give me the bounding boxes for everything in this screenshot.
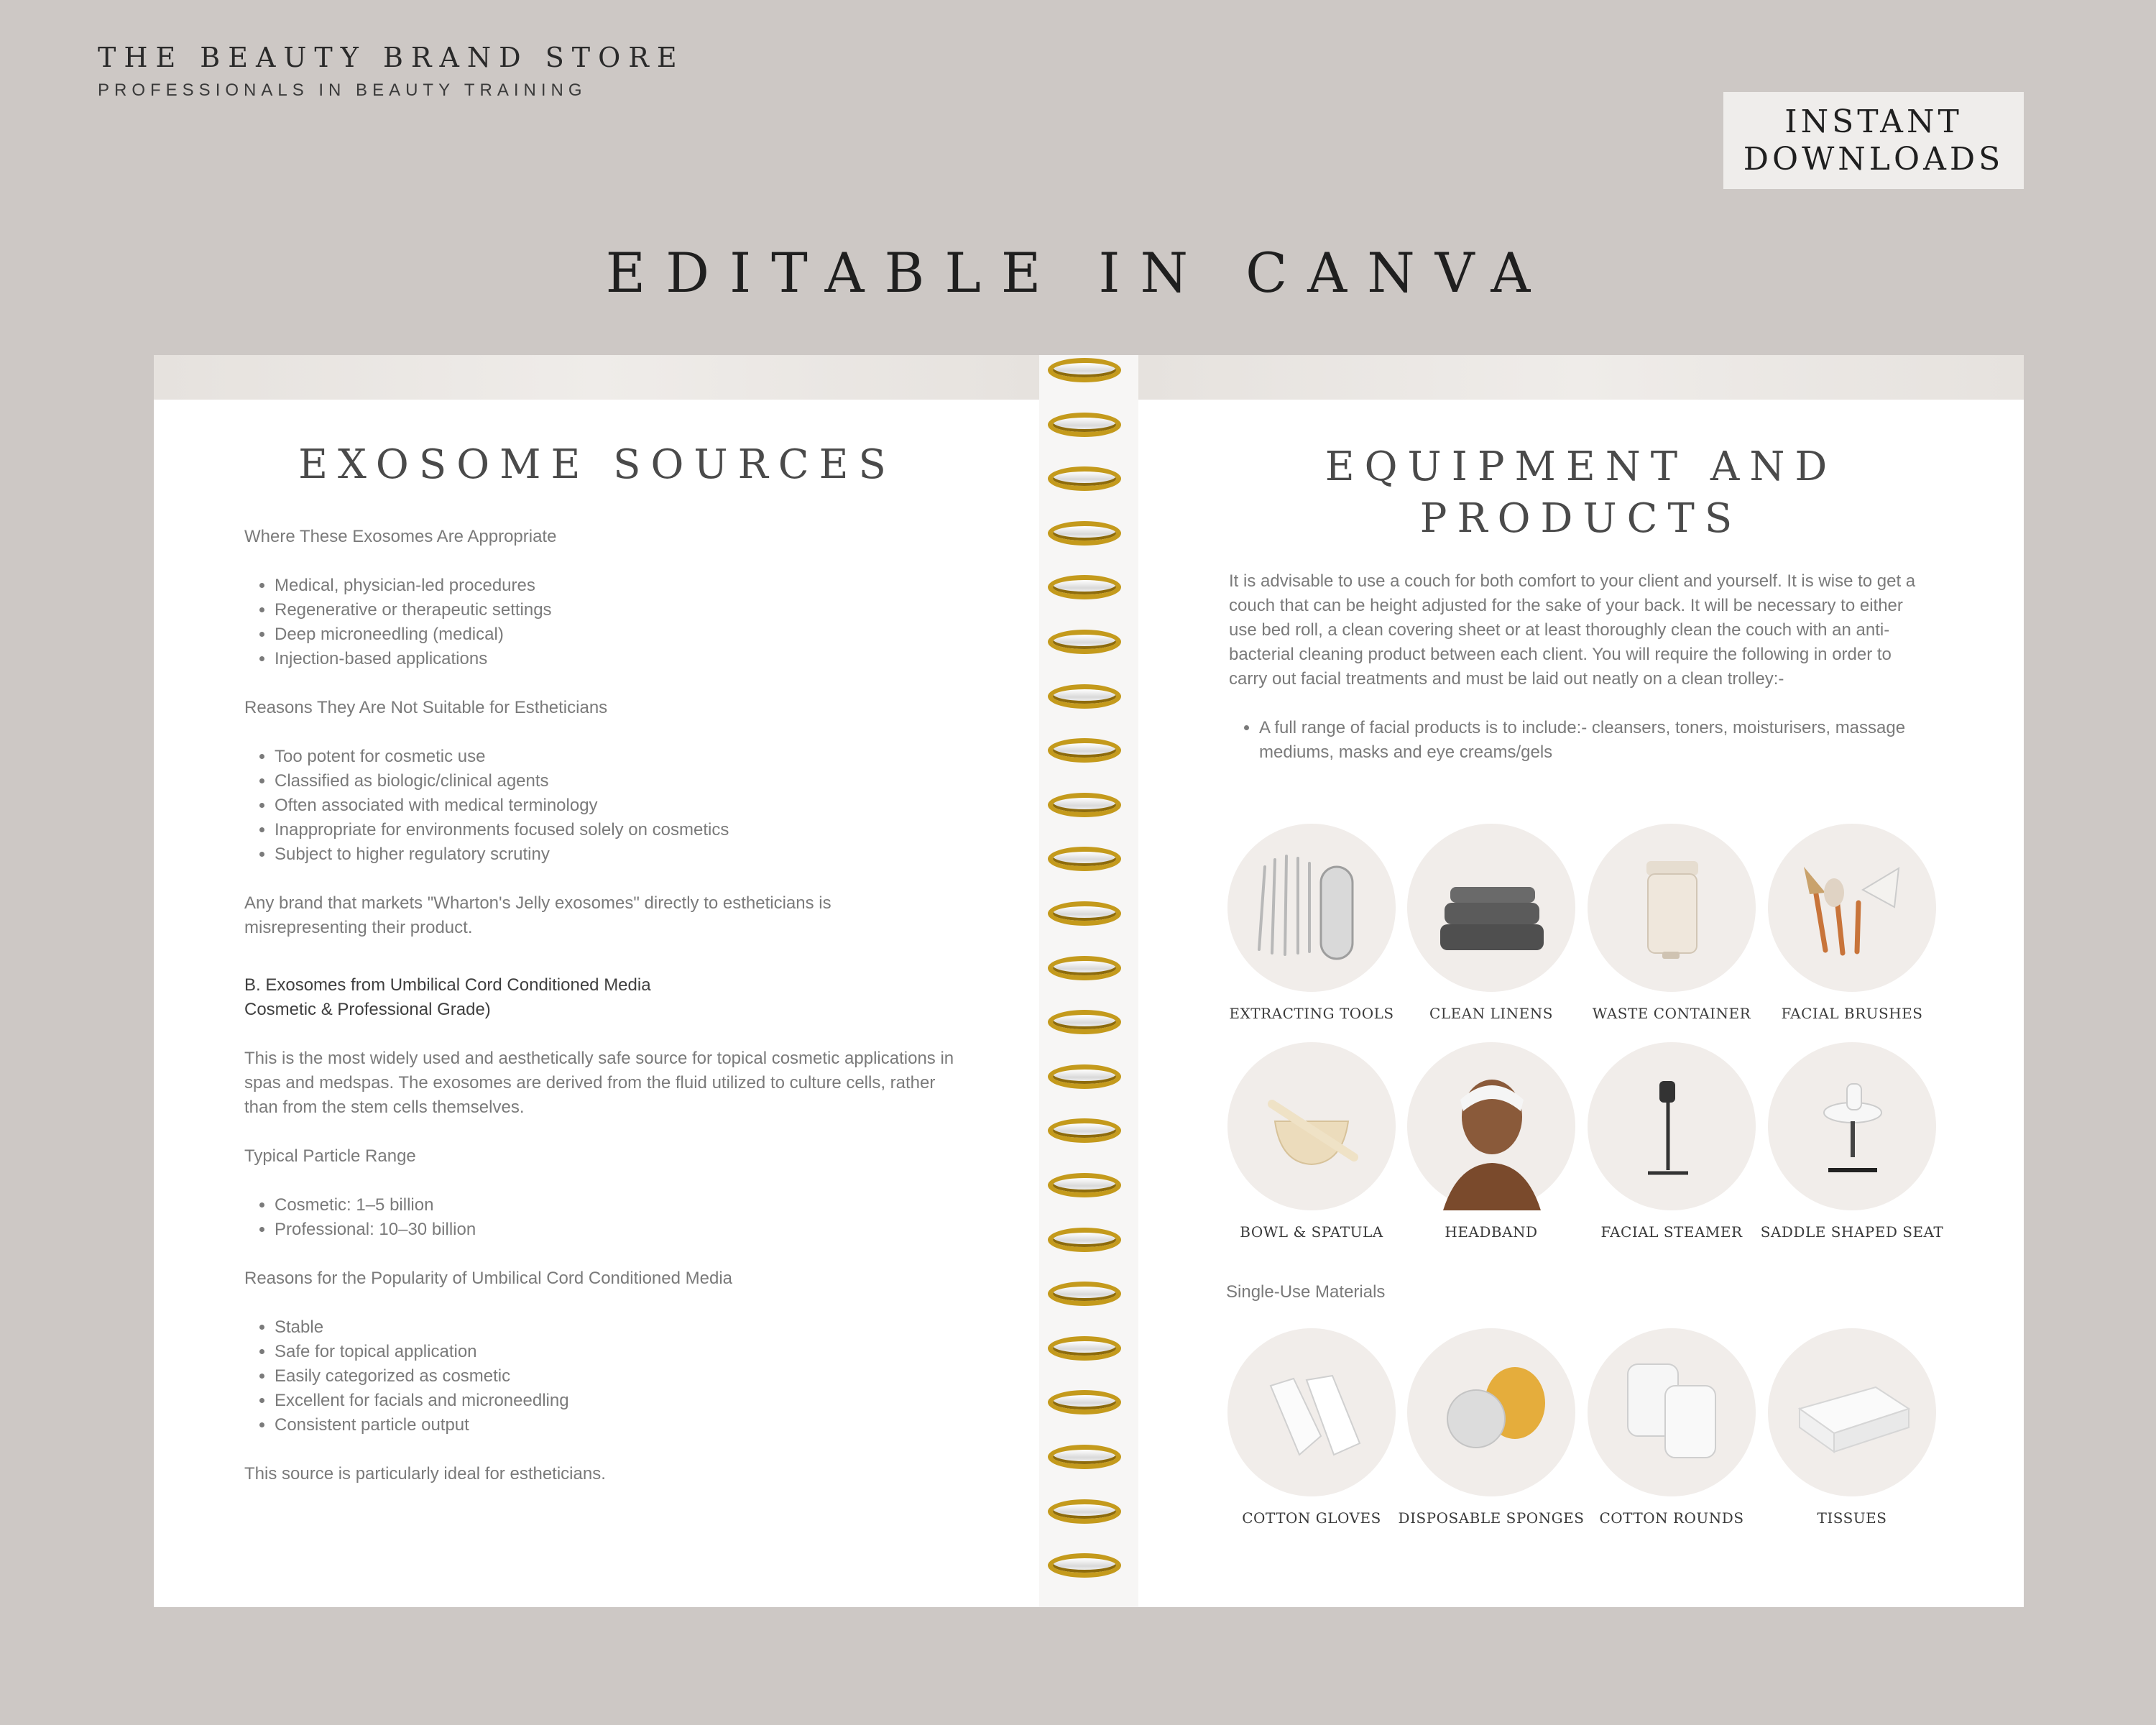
section-b-text: This is the most widely used and aesthetically safe source for topical cosmetic applications in spas and medspas. The exosomes are derived from the fluid utilized to culture cells, rather than from the stem cells themselves. [244,1049,954,1117]
brushes-icon [1768,824,1936,992]
list-item: • Injection-based applications [275,647,963,671]
closing-text: This source is particularly ideal for estheticians. [244,1464,606,1484]
brand-subtitle: PROFESSIONALS IN BEAUTY TRAINING [98,80,587,100]
appropriate-list [244,574,963,671]
left-page [154,355,1041,1607]
saddle-seat-image [1768,1042,1936,1210]
bowl-icon [1227,1042,1396,1210]
tissue-box-icon [1768,1328,1936,1496]
spiral-ring [1048,1064,1121,1089]
caption-cotton-rounds: COTTON ROUNDS [1599,1509,1744,1527]
cotton-rounds-image [1588,1328,1756,1496]
list-item: • Stable [275,1315,963,1340]
appropriate-heading: Where These Exosomes Are Appropriate [244,527,557,546]
caption-disposable-sponges: DISPOSABLE SPONGES [1398,1509,1585,1527]
list-item: • Subject to higher regulatory scrutiny [275,842,963,867]
spiral-ring [1048,1445,1121,1469]
caption-waste-container: WASTE CONTAINER [1592,1005,1751,1022]
particle-heading: Typical Particle Range [244,1146,416,1166]
headline: EDITABLE IN CANVA [605,241,1551,305]
headband-image [1407,1042,1575,1210]
spiral-ring [1048,1553,1121,1578]
left-page-body [244,525,963,1486]
single-use-heading: Single-Use Materials [1226,1282,1386,1302]
left-page-title: EXOSOME SOURCES [298,441,896,488]
right-title-line1: EQUIPMENT AND [1325,443,1838,490]
list-item: • Often associated with medical terminology [275,794,963,818]
saddle-stool-icon [1768,1042,1936,1210]
brand-title: THE BEAUTY BRAND STORE [98,42,685,73]
spiral-ring [1048,1118,1121,1143]
caption-extracting-tools: EXTRACTING TOOLS [1229,1005,1394,1022]
list-item: • Excellent for facials and microneedling [275,1389,963,1413]
spiral-ring [1048,901,1121,926]
page-header-strip [154,355,1041,400]
spiral-ring [1048,358,1121,382]
list-item: • Easily categorized as cosmetic [275,1364,963,1389]
reasons-list [244,745,963,867]
sponges-icon [1407,1328,1575,1496]
list-item: • Medical, physician-led procedures [275,574,963,598]
equipment-intro: It is advisable to use a couch for both comfort to your client and yourself. It is wise to get a couch that can be height adjusted for the sake of your back. It will be necessary to either use bed roll, a clean covering sheet or at least thoroughly clean the couch with an anti-bacterial cleaning product between each client. You will require the following in order to carry out facial treatments and must be laid out neatly on a clean trolley:- [1229,571,1916,689]
badge-line1: INSTANT [1784,103,1963,140]
list-item: • Deep microneedling (medical) [275,622,963,647]
spiral-ring [1048,1499,1121,1524]
clean-linens-image [1407,824,1575,992]
tissues-image [1768,1328,1936,1496]
spiral-ring [1048,847,1121,871]
caption-headband: HEADBAND [1445,1223,1538,1241]
spiral-ring [1048,1282,1121,1306]
extracting-tools-image [1227,824,1396,992]
cotton-gloves-image [1227,1328,1396,1496]
popularity-heading: Reasons for the Popularity of Umbilical Cord Conditioned Media [244,1269,733,1288]
list-item: • Inappropriate for environments focused solely on cosmetics [275,818,963,842]
caption-bowl-spatula: BOWL & SPATULA [1240,1223,1383,1241]
instant-downloads-badge [1723,92,2024,189]
spiral-ring [1048,1010,1121,1034]
towel-stack-icon [1407,824,1575,992]
spiral-ring [1048,956,1121,980]
list-item: • A full range of facial products is to include:- cleansers, toners, moisturisers, massage mediums, masks and eye creams/gels [1259,716,1933,765]
list-item: • Professional: 10–30 billion [275,1218,963,1242]
spiral-ring [1048,738,1121,763]
facial-brushes-image [1768,824,1936,992]
list-item: • Too potent for cosmetic use [275,745,963,769]
spiral-ring [1048,1228,1121,1252]
right-page-title [1138,441,2024,545]
gloves-icon [1227,1328,1396,1496]
reasons-heading: Reasons They Are Not Suitable for Estheticians [244,698,608,717]
products-list [1229,716,1933,765]
list-item: • Classified as biologic/clinical agents [275,769,963,794]
list-item: • Consistent particle output [275,1413,963,1438]
badge-line2: DOWNLOADS [1743,140,2004,178]
caption-clean-linens: CLEAN LINENS [1429,1005,1553,1022]
caption-facial-steamer: FACIAL STEAMER [1600,1223,1743,1241]
extracting-tools-icon [1227,824,1396,992]
brand-note: Any brand that markets "Wharton's Jelly exosomes" directly to estheticians is misrepresenting their product. [244,893,831,937]
spiral-ring [1048,1336,1121,1361]
bowl-spatula-image [1227,1042,1396,1210]
spiral-ring [1048,575,1121,599]
headband-model-icon [1407,1042,1575,1210]
caption-saddle-seat: SADDLE SHAPED SEAT [1760,1223,1944,1241]
caption-tissues: TISSUES [1817,1509,1887,1527]
spiral-ring [1048,466,1121,491]
pedal-bin-icon [1588,824,1756,992]
facial-steamer-image [1588,1042,1756,1210]
steamer-icon [1588,1042,1756,1210]
spiral-ring [1048,1390,1121,1414]
list-item: • Safe for topical application [275,1340,963,1364]
spiral-binding [1039,355,1140,1607]
spiral-ring [1048,413,1121,437]
spiral-ring [1048,1173,1121,1197]
right-page-body [1229,569,1933,765]
section-b-subheading: Cosmetic & Professional Grade) [244,1000,491,1019]
popularity-list [244,1315,963,1438]
spiral-ring [1048,521,1121,546]
right-page [1138,355,2024,1607]
caption-cotton-gloves: COTTON GLOVES [1242,1509,1381,1527]
cotton-rounds-icon [1588,1328,1756,1496]
spiral-ring [1048,793,1121,817]
section-b-heading: B. Exosomes from Umbilical Cord Conditioned Media [244,975,651,995]
disposable-sponges-image [1407,1328,1575,1496]
right-title-line2: PRODUCTS [1419,495,1743,542]
page-header-strip [1138,355,2024,400]
list-item: • Regenerative or therapeutic settings [275,598,963,622]
particle-list [244,1193,963,1242]
list-item: • Cosmetic: 1–5 billion [275,1193,963,1218]
waste-container-image [1588,824,1756,992]
caption-facial-brushes: FACIAL BRUSHES [1781,1005,1923,1022]
spiral-ring [1048,630,1121,654]
spiral-ring [1048,684,1121,709]
